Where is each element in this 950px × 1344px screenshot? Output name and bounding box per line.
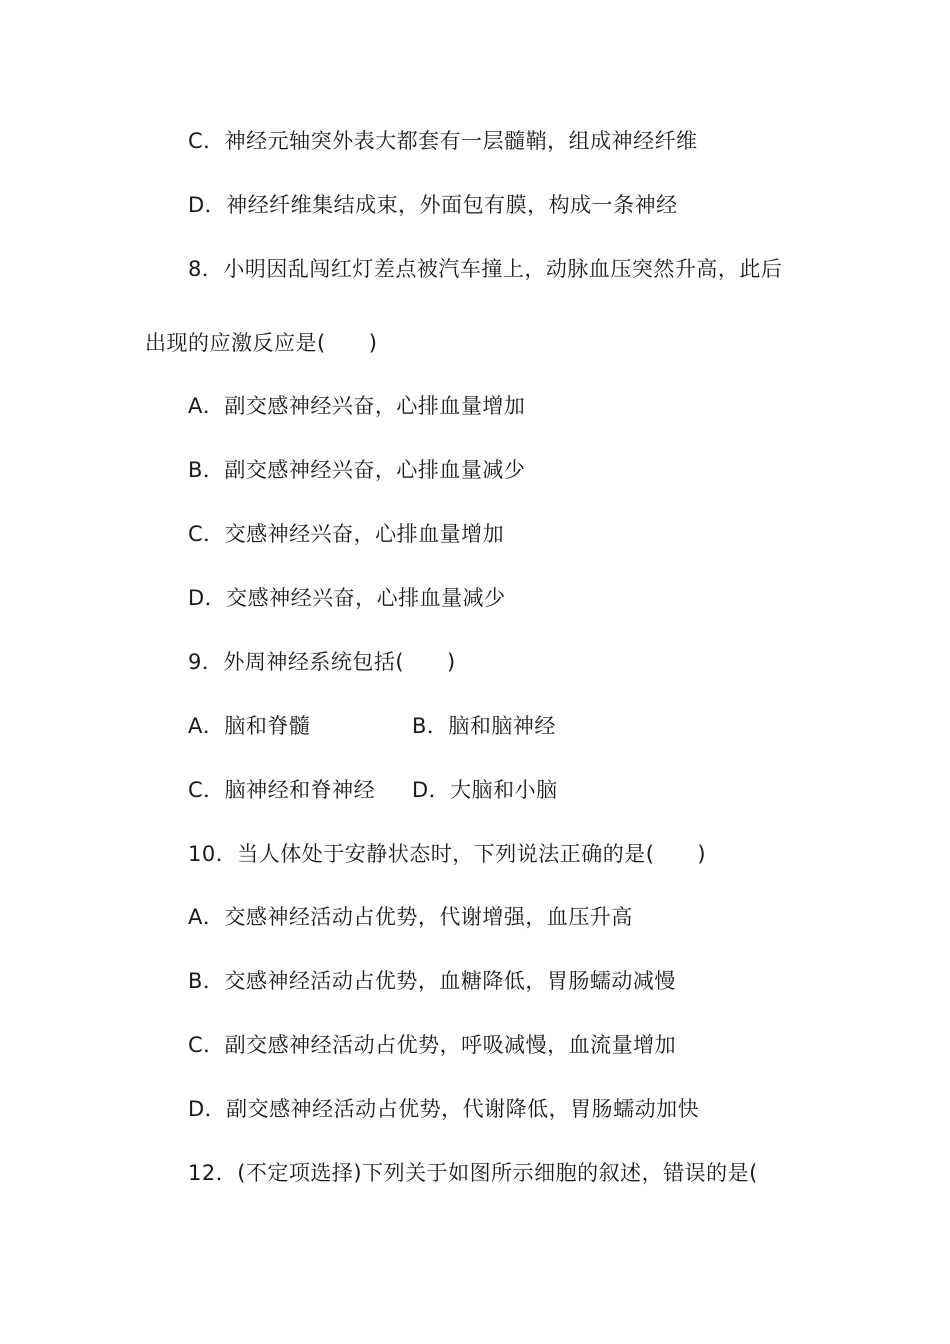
- q12-stem: 12．(不定项选择)下列关于如图所示细胞的叙述，错误的是(: [188, 1161, 758, 1185]
- q10-option-b: B．交感神经活动占优势，血糖降低，胃肠蠕动减慢: [188, 969, 676, 993]
- q8-option-a: A．副交感神经兴奋，心排血量增加: [188, 394, 526, 418]
- q9-option-c: C．脑神经和脊神经: [188, 778, 376, 802]
- q8-stem-line2: 出现的应激反应是( ): [145, 331, 378, 355]
- q9-stem: 9．外周神经系统包括( ): [188, 650, 456, 674]
- q7-option-c: C．神经元轴突外表大都套有一层髓鞘，组成神经纤维: [188, 129, 698, 153]
- q10-option-d: D．副交感神经活动占优势，代谢降低，胃肠蠕动加快: [188, 1097, 700, 1121]
- q10-option-c: C．副交感神经活动占优势，呼吸减慢，血流量增加: [188, 1033, 677, 1057]
- q9-option-a: A．脑和脊髓: [188, 714, 311, 738]
- q8-option-c: C．交感神经兴奋，心排血量增加: [188, 522, 505, 546]
- q10-stem: 10．当人体处于安静状态时，下列说法正确的是( ): [188, 842, 707, 866]
- q7-option-d: D．神经纤维集结成束，外面包有膜，构成一条神经: [188, 193, 678, 217]
- q8-option-b: B．副交感神经兴奋，心排血量减少: [188, 458, 526, 482]
- q8-stem-line1: 8．小明因乱闯红灯差点被汽车撞上，动脉血压突然升高，此后: [188, 257, 783, 281]
- q8-option-d: D．交感神经兴奋，心排血量减少: [188, 586, 506, 610]
- q9-option-d: D．大脑和小脑: [412, 778, 558, 802]
- q10-option-a: A．交感神经活动占优势，代谢增强，血压升高: [188, 905, 633, 929]
- q9-option-b: B．脑和脑神经: [412, 714, 556, 738]
